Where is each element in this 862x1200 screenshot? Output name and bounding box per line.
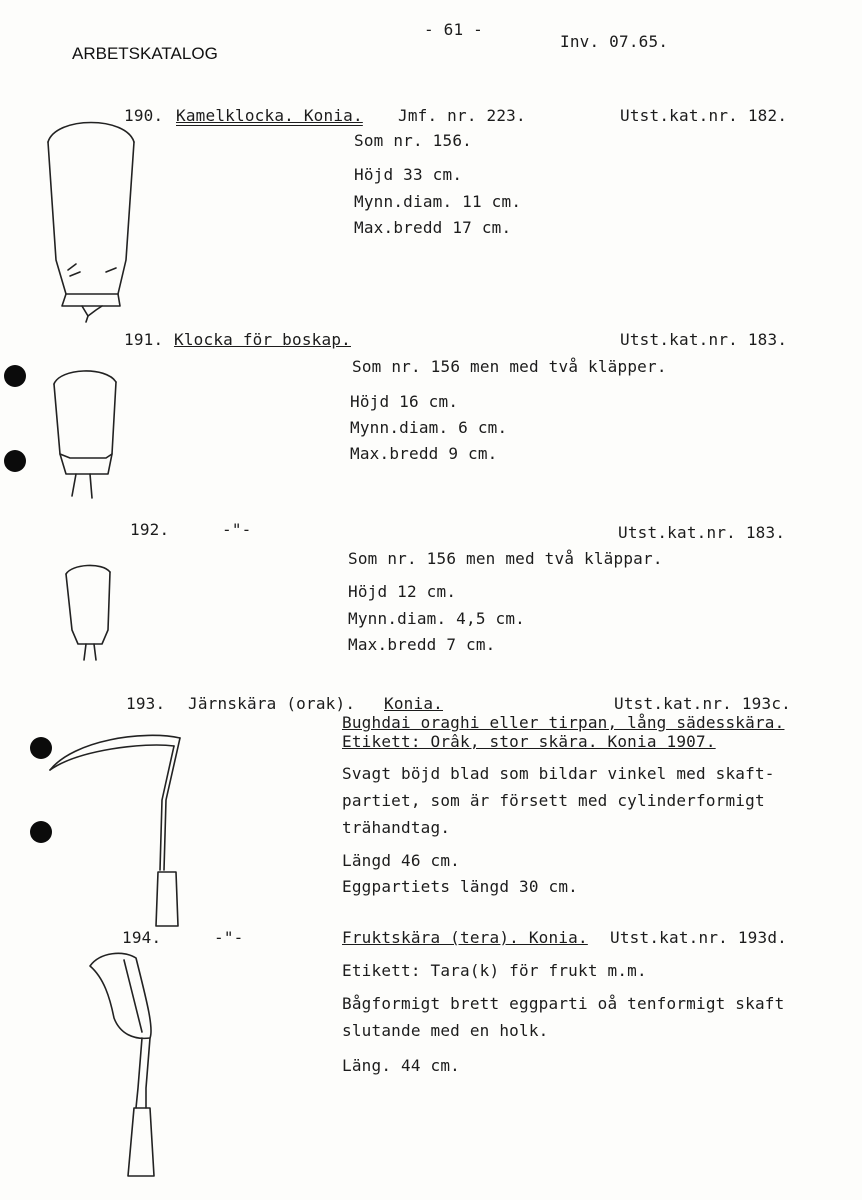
catalog-label: ARBETSKATALOG — [72, 44, 218, 63]
ditto-mark: -"- — [222, 520, 252, 539]
entry-text-line: Bughdai oraghi eller tirpan, lång sädesskära. — [342, 713, 785, 732]
fruit-knife-illustration — [84, 948, 174, 1184]
measurement-max-width: Max.bredd 17 cm. — [354, 218, 512, 237]
sickle-illustration — [44, 700, 194, 932]
entry-title: Fruktskära (tera). Konia. — [342, 928, 588, 947]
punch-hole — [4, 365, 26, 387]
small-bell-illustration — [56, 560, 126, 670]
measurement-edge-length: Eggpartiets längd 30 cm. — [342, 877, 578, 896]
inventory-number: Inv. 07.65. — [560, 32, 669, 51]
entry-number: 194. — [122, 928, 162, 947]
measurement-max-width: Max.bredd 9 cm. — [350, 444, 498, 463]
exhibit-number: Utst.kat.nr. 183. — [620, 330, 788, 349]
exhibit-number: Utst.kat.nr. 182. — [620, 106, 788, 125]
measurement-height: Höjd 33 cm. — [354, 165, 463, 184]
entry-reference: Jmf. nr. 223. — [398, 106, 526, 125]
measurement-mouth-diameter: Mynn.diam. 4,5 cm. — [348, 609, 525, 628]
description-line: Svagt böjd blad som bildar vinkel med skaft- — [342, 764, 775, 783]
exhibit-number: Utst.kat.nr. 193d. — [610, 928, 787, 947]
entry-number: 191. — [124, 330, 164, 349]
measurement-max-width: Max.bredd 7 cm. — [348, 635, 496, 654]
entry-title: Kamelklocka. Konia. — [176, 106, 363, 125]
punch-hole — [4, 450, 26, 472]
description-line: trähandtag. — [342, 818, 451, 837]
description-line: partiet, som är försett med cylinderformigt — [342, 791, 765, 810]
entry-number: 192. — [130, 520, 170, 539]
entry-text-line: Som nr. 156. — [354, 131, 472, 150]
entry-title: Järnskära (orak). — [188, 694, 356, 713]
measurement-mouth-diameter: Mynn.diam. 6 cm. — [350, 418, 508, 437]
entry-title: Klocka för boskap. — [174, 330, 351, 349]
entry-text-line: Som nr. 156 men med två kläpper. — [352, 357, 667, 376]
measurement-length: Läng. 44 cm. — [342, 1056, 460, 1075]
exhibit-number: Utst.kat.nr. 183. — [618, 523, 786, 542]
measurement-length: Längd 46 cm. — [342, 851, 460, 870]
page-number: - 61 - — [424, 20, 483, 39]
entry-place: Konia. — [384, 694, 443, 713]
exhibit-number: Utst.kat.nr. 193c. — [614, 694, 791, 713]
entry-number: 190. — [124, 106, 164, 125]
label-text: Etikett: Tara(k) för frukt m.m. — [342, 961, 647, 980]
ditto-mark: -"- — [214, 928, 244, 947]
entry-number: 193. — [126, 694, 166, 713]
cattle-bell-illustration — [46, 362, 126, 502]
camel-bell-illustration — [36, 110, 146, 326]
measurement-height: Höjd 12 cm. — [348, 582, 457, 601]
entry-text-line: Som nr. 156 men med två kläppar. — [348, 549, 663, 568]
label-text: Etikett: Orâk, stor skära. Konia 1907. — [342, 732, 716, 751]
measurement-height: Höjd 16 cm. — [350, 392, 459, 411]
description-line: slutande med en holk. — [342, 1021, 549, 1040]
measurement-mouth-diameter: Mynn.diam. 11 cm. — [354, 192, 522, 211]
description-line: Bågformigt brett eggparti oå tenformigt skaft — [342, 994, 785, 1013]
